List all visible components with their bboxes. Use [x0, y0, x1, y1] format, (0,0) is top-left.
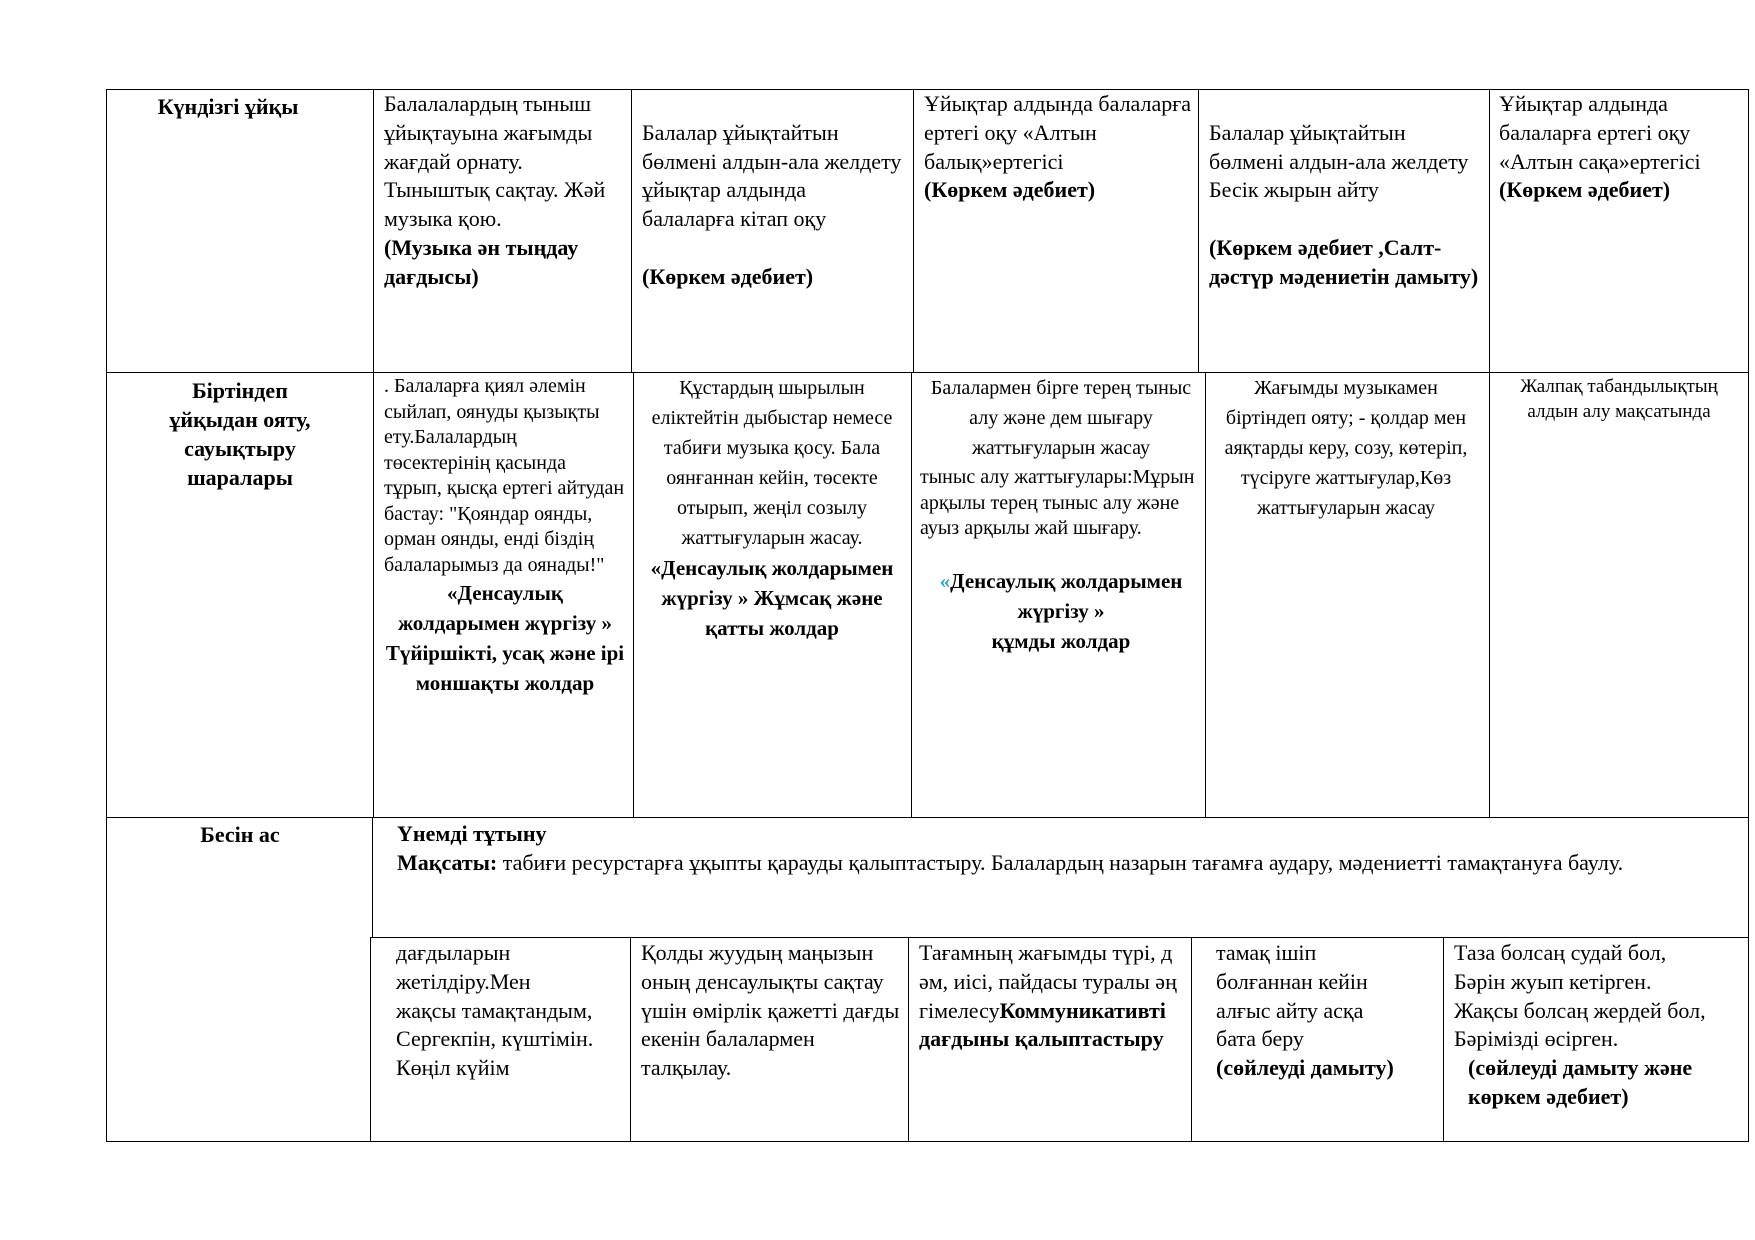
snack-goal — [397, 849, 1697, 878]
day-sleep-cell-1 — [384, 90, 624, 292]
day-sleep-cell-4 — [1209, 90, 1481, 320]
day-sleep-cell-2 — [642, 90, 904, 320]
row-title-day-sleep: Күндізгі ұйқы — [157, 94, 299, 119]
cell-text: Балалалардың тыныш ұйықтауына жағымды жағдай орнату. Тыныштық сақтау. Жәй музыка қою. — [384, 91, 606, 232]
cell-text: Жағымды музыкамен біртіндеп ояту; - қолдар мен аяқтарды керу, созу, көтеріп, түсіруге жаттығулар,Көз жаттығуларын жасау — [1224, 377, 1468, 519]
snack-cell-2 — [641, 939, 903, 1083]
cell-text: Балалар ұйықтайтын бөлмені алдын-ала желдету Бесік жырын айту — [1209, 119, 1469, 203]
goal-label: Мақсаты: — [397, 849, 498, 875]
cell-text: Жалпақ табандылықтың алдын алу мақсатында — [1520, 376, 1718, 422]
cell-text-plain: Тағамның жағымды түрі, дәм, иісі, пайдасы туралы әңгімелесу — [919, 940, 1177, 1023]
cell-note-2: құмды жолдар — [991, 628, 1131, 653]
snack-cell-5 — [1454, 939, 1716, 1112]
cell-text: Балалар ұйықтайтын бөлмені алдын-ала желдету ұйықтар алдында балаларға кітап оқу — [642, 119, 902, 232]
cell-text: Құстардың шырылын еліктейтін дыбыстар немесе табиғи музыка қосу. Бала оянғаннан кейін, төсекте отырып, жеңіл созылу жаттығуларын жасау. — [651, 377, 893, 549]
cell-text: Таза болсаң судай бол, Бәрін жуып кетірген. Жақсы болсаң жердей бол, Бәрімізді өсірген. — [1454, 940, 1706, 1052]
snack-cell-1 — [396, 939, 596, 1083]
cell-text: Ұйықтар алдында балаларға ертегі оқу «Алтын балық»ертегісі — [924, 91, 1192, 174]
snack-intro — [397, 820, 1697, 878]
cell-note: «Денсаулық жолдарымен жүргізу » Түйіршікті, усақ және ірі моншақты жолдар — [385, 581, 625, 695]
snack-cell-4 — [1216, 939, 1396, 1083]
cell-note: Коммуникативті дағдыны қалыптастыру — [919, 997, 1166, 1052]
cell-note: (Көркем әдебиет ,Салт-дәстүр мәдениетін дамыту) — [1209, 234, 1479, 289]
cell-text: дағдыларын жетілдіру.Мен жақсы тамақтандым, Сергекпін, күштімін. Көңіл күйім — [396, 940, 594, 1081]
row-title-afternoon-snack: Бесін ас — [200, 822, 280, 847]
quote-mark: « — [939, 568, 951, 593]
cell-note: (Көркем әдебиет) — [642, 263, 814, 289]
cell-text-2: тыныс алу жаттығулары:Мұрын арқылы терең тыныс алу және ауыз арқылы жай шығару. — [920, 466, 1195, 539]
cell-text: Қолды жуудың маңызын оның денсаулықты сақтау үшін өмірлік қажетті дағды екенін балалармен талқылау. — [641, 940, 900, 1081]
cell-note: (Көркем әдебиет) — [1499, 177, 1671, 203]
cell-note: «Денсаулық жолдарымен жүргізу » Жұмсақ және қатты жолдар — [650, 556, 894, 640]
cell-note — [920, 566, 1202, 626]
goal-text: табиғи ресурстарға ұқыпты қарауды қалыптастыру. Балалардың назарын тағамға аудару, мәдениетті тамақтануға баулу. — [497, 849, 1624, 875]
snack-cell-3 — [919, 939, 1181, 1054]
snack-topic: Үнемді тұтыну — [397, 821, 547, 846]
cell-text — [919, 939, 1181, 1054]
cell-text: тамақ ішіп болғаннан кейін алғыс айту асқа бата беру — [1216, 940, 1368, 1052]
wake-up-cell-1 — [384, 374, 626, 698]
day-sleep-cell-3 — [924, 90, 1192, 205]
cell-note: (Музыка ән тыңдау дағдысы) — [384, 234, 579, 289]
cell-text: . Балаларға қиял әлемін сыйлап, оянуды қызықты ету.Балалардың төсектерінің қасында тұрып, қысқа ертегі айтудан бастау: "Қояндар оянды, орман оянды, енді біздің балаларымыз да оянады!" — [384, 375, 625, 576]
wake-up-cell-4 — [1212, 373, 1480, 523]
cell-note: (сөйлеуді дамыту және көркем әдебиет) — [1468, 1055, 1693, 1109]
row-title-wake-up: Біртіндеп ұйқыдан ояту, сауықтыру шаралары — [169, 378, 311, 490]
note-text: Денсаулық жолдарымен жүргізу » — [950, 568, 1183, 623]
wake-up-cell-2 — [643, 373, 901, 643]
cell-note: (Көркем әдебиет) — [924, 177, 1096, 203]
cell-text: Ұйықтар алдында балаларға ертегі оқу «Алтын сақа»ертегісі — [1499, 91, 1701, 174]
wake-up-cell-5 — [1496, 374, 1742, 424]
day-sleep-cell-5 — [1499, 90, 1744, 205]
cell-text: Балалармен бірге терең тыныс алу және дем шығару жаттығуларын жасау — [930, 377, 1192, 459]
cell-note: (сөйлеуді дамыту) — [1216, 1055, 1394, 1081]
wake-up-cell-3 — [920, 373, 1202, 656]
